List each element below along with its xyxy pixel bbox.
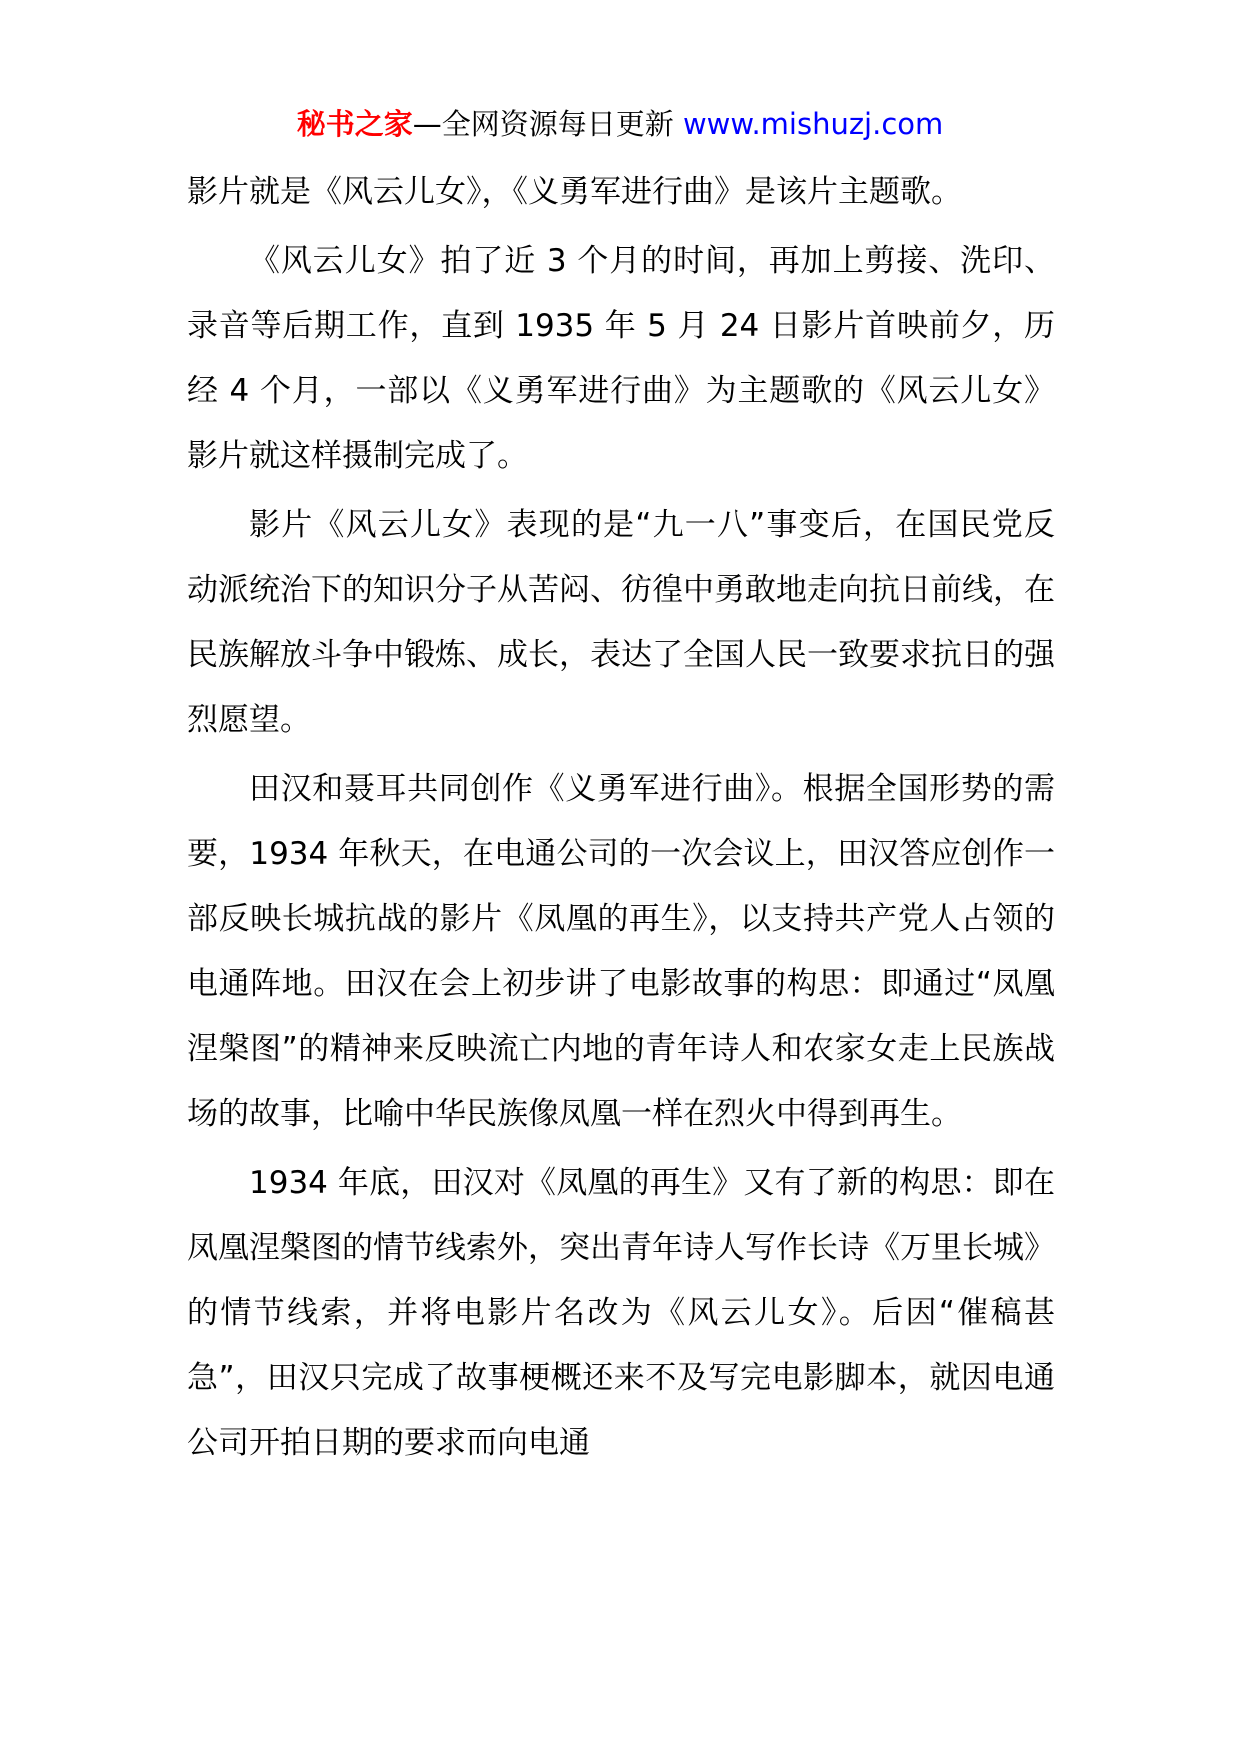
site-tagline: —全网资源每日更新 — [412, 107, 674, 141]
paragraph: 影片《风云儿女》表现的是“九一八”事变后，在国民党反动派统治下的知识分子从苦闷、彷徨中勇敢地走向抗日前线，在民族解放斗争中锻炼、成长，表达了全国人民一致要求抗日的强烈愿望。 — [187, 507, 1055, 738]
document-body — [187, 160, 1055, 1480]
paragraph: 田汉和聂耳共同创作《义勇军进行曲》。根据全国形势的需要，1934 年秋天，在电通公司的一次会议上，田汉答应创作一部反映长城抗战的影片《凤凰的再生》，以支持共产党人占领的电通阵地。田汉在会上初步讲了电影故事的构思：即通过“凤凰涅槃图”的精神来反映流亡内地的青年诗人和农家女走上民族战场的故事，比喻中华民族像凤凰一样在烈火中得到再生。 — [187, 771, 1055, 1132]
paragraph-continuation: 影片就是《风云儿女》，《义勇军进行曲》是该片主题歌。 — [187, 174, 962, 210]
site-url-link[interactable]: www.mishuzj.com — [682, 107, 944, 141]
paragraph: 《风云儿女》拍了近 3 个月的时间，再加上剪接、洗印、录音等后期工作，直到 1935 年 5 月 24 日影片首映前夕，历经 4 个月，一部以《义勇军进行曲》为主题歌的《风云儿女》影片就这样摄制完成了。 — [187, 243, 1055, 474]
paragraph: 1934 年底，田汉对《凤凰的再生》又有了新的构思：即在凤凰涅槃图的情节线索外，突出青年诗人写作长诗《万里长城》的情节线索，并将电影片名改为《风云儿女》。后因“催稿甚急”，田汉只完成了故事梗概还来不及写完电影脚本，就因电通公司开拍日期的要求而向电通 — [187, 1165, 1055, 1461]
site-brand: 秘书之家 — [296, 107, 413, 141]
page-header — [0, 104, 1240, 144]
